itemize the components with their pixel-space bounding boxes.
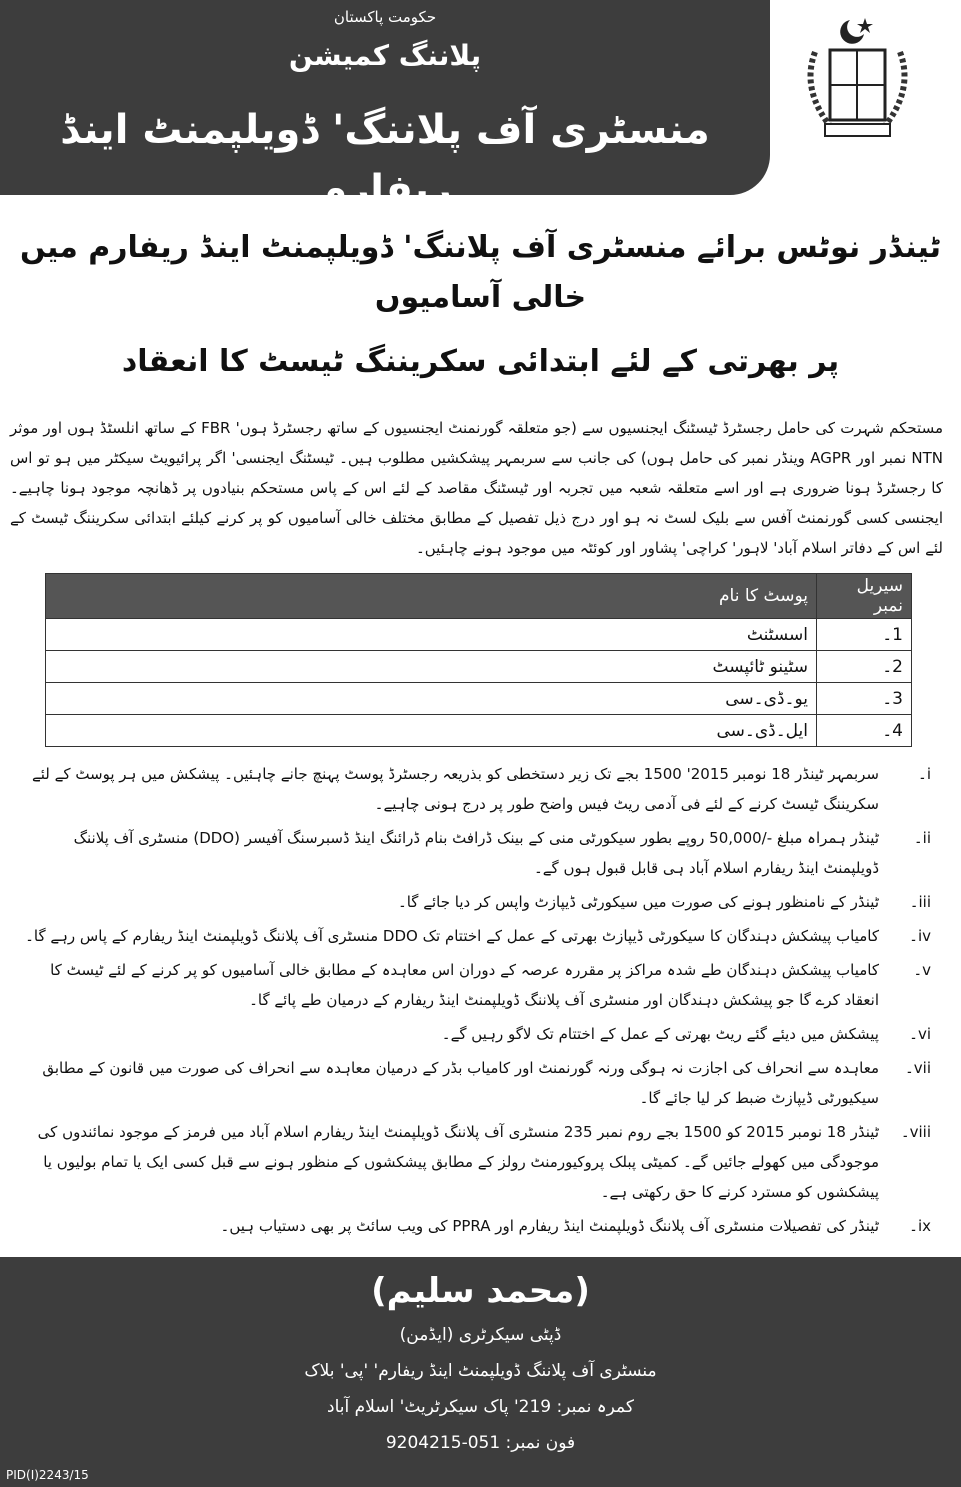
conditions-list: [18, 759, 931, 1245]
condition-number: iv۔: [909, 927, 931, 945]
condition-text: کامیاب پیشکش دہندگان کا سیکورٹی ڈیپازٹ بھرتی کے عمل کے اختتام تک DDO منسٹری آف پلاننگ ڈویلپمنٹ اینڈ ریفارم کے پاس رہے گا۔: [25, 927, 879, 945]
header-banner: [0, 0, 770, 213]
address-line1: منسٹری آف پلاننگ ڈویلپمنٹ اینڈ ریفارم' 'پی' بلاک: [304, 1361, 657, 1381]
condition-item: [18, 759, 931, 819]
post-cell: اسسٹنٹ: [46, 619, 817, 651]
serial-cell: 2۔: [817, 651, 912, 683]
condition-text: ٹینڈر کے نامنظور ہونے کی صورت میں سیکورٹی ڈیپازٹ واپس کر دیا جائے گا۔: [397, 893, 879, 911]
condition-item: [18, 1019, 931, 1049]
address-line2: کمرہ نمبر: 219' پاک سیکرٹریٹ' اسلام آباد: [327, 1397, 634, 1417]
condition-number: v۔: [913, 961, 931, 979]
condition-number: ii۔: [913, 829, 931, 847]
condition-text: معاہدہ سے انحراف کی اجازت نہ ہوگی ورنہ گورنمنٹ اور کامیاب بڈر کے درمیان معاہدہ سے انحراف کی صورت میں قانون کے مطابق سیکیورٹی ڈیپازٹ ضبط کر لیا جائے گا۔: [42, 1059, 879, 1107]
notice-title-line2: پر بھرتی کے لئے ابتدائی سکریننگ ٹیسٹ کا انعقاد: [121, 344, 840, 379]
condition-number: vi۔: [909, 1025, 931, 1043]
condition-number: iii۔: [909, 893, 931, 911]
condition-text: ٹینڈر کی تفصیلات منسٹری آف پلاننگ ڈویلپمنٹ اینڈ ریفارم اور PPRA کی ویب سائٹ پر بھی دستیاب ہیں۔: [220, 1217, 879, 1235]
condition-item: [18, 1211, 931, 1241]
footer-banner: [0, 1257, 961, 1487]
posts-table: [45, 573, 912, 747]
signatory-name: (محمد سلیم): [371, 1271, 590, 1311]
table-header-row: [46, 574, 912, 619]
condition-text: ٹینڈر ہمراہ مبلغ -/50,000 روپے بطور سیکورٹی منی کے بینک ڈرافٹ بنام ڈرائنگ اینڈ ڈسبرسنگ آفیسر (DDO) منسٹری آف پلاننگ ڈویلپمنٹ اینڈ ریفارم اسلام آباد ہی قابل قبول ہوں گے۔: [73, 829, 879, 877]
commission-title: پلاننگ کمیشن: [288, 39, 482, 72]
condition-item: [18, 955, 931, 1015]
intro-paragraph: مستحکم شہرت کی حامل رجسٹرڈ ٹیسٹنگ ایجنسیوں سے (جو متعلقہ گورنمنٹ ایجنسیوں کے ساتھ رجسٹرڈ ہوں' FBR کے ساتھ انلسٹڈ ہوں اور موثر NTN نمبر اور AGPR وینڈر نمبر کی حامل ہوں) کی جانب سے سربمہر پیشکشیں مطلوب ہیں۔ ٹیسٹنگ ایجنسی' اگر پرائیویٹ سیکٹر میں ہو تو اس کا رجسٹرڈ ہونا ضروری ہے اور اسے متعلقہ شعبہ میں تجربہ اور ٹیسٹنگ مقاصد کے لئے اس کے پاس مستحکم بنیادوں پر ڈھانچہ موجود ہونا چاہیے۔ ایجنسی کسی گورنمنٹ آفس سے بلیک لسٹ نہ ہو اور درج ذیل تفصیل کے مطابق مختلف خالی آسامیوں کو پر کرنے کیلئے ابتدائی سکریننگ ٹیسٹ کے لئے اس کے دفاتر اسلام آباد' لاہور' کراچی' پشاور اور کوئٹہ میں موجود ہونے چاہئیں۔: [10, 419, 943, 557]
table-row: [46, 619, 912, 651]
post-cell: یو۔ڈی۔سی: [46, 683, 817, 715]
table-row: [46, 683, 912, 715]
header-post-name: پوسٹ کا نام: [46, 574, 817, 619]
condition-item: [18, 921, 931, 951]
table-row: [46, 651, 912, 683]
table-row: [46, 715, 912, 747]
phone-number: فون نمبر: 051-9204215: [385, 1433, 576, 1453]
condition-item: [18, 1117, 931, 1207]
signatory-designation: ڈپٹی سیکرٹری (ایڈمن): [399, 1325, 562, 1345]
government-label: حکومت پاکستان: [333, 8, 437, 26]
post-cell: ایل۔ڈی۔سی: [46, 715, 817, 747]
condition-text: سربمہر ٹینڈر 18 نومبر 2015' 1500 بجے تک زیر دستخطی کو بذریعہ رجسٹرڈ پوسٹ پہنچ جانے چاہئیں۔ پیشکش میں ہر پوسٹ کے لئے سکریننگ ٹیسٹ کرنے کے لئے فی آدمی ریٹ فیس واضح طور پر درج ہونی چاہیے۔: [31, 765, 879, 813]
condition-number: vii۔: [904, 1059, 931, 1077]
notice-title-line1: ٹینڈر نوٹس برائے منسٹری آف پلاننگ' ڈویلپمنٹ اینڈ ریفارم میں خالی آسامیوں: [20, 230, 941, 315]
header-serial: سیریل نمبر: [817, 574, 912, 619]
condition-item: [18, 1053, 931, 1113]
condition-text: کامیاب پیشکش دہندگان طے شدہ مراکز پر مقررہ عرصہ کے دوران اس معاہدہ کے مطابق خالی آسامیوں کو پر کرنے کے لئے ٹیسٹ کا انعقاد کرے گا جو پیشکش دہندگان اور منسٹری آف پلاننگ ڈویلپمنٹ اینڈ ریفارم کے درمیان طے پائے گا۔: [50, 961, 879, 1009]
state-emblem-icon: [795, 12, 920, 147]
header-area: [0, 0, 961, 213]
condition-text: پیشکش میں دیئے گئے ریٹ بھرتی کے عمل کے اختتام تک لاگو رہیں گے۔: [441, 1025, 879, 1043]
condition-text: ٹینڈر 18 نومبر 2015 کو 1500 بجے روم نمبر 235 منسٹری آف پلاننگ ڈویلپمنٹ اینڈ ریفارم اسلام آباد میں فرمز کے موجود نمائندوں کی موجودگی میں کھولے جائیں گے۔ کمیٹی پبلک پروکیورمنٹ رولز کے مطابق پیشکشوں کے منظور ہونے سے قبل کسی ایک یا تمام بولیوں یا پیشکشوں کو مسترد کرنے کا حق رکھتی ہے۔: [37, 1123, 879, 1201]
condition-item: [18, 823, 931, 883]
condition-item: [18, 887, 931, 917]
post-cell: سٹینو ٹائپسٹ: [46, 651, 817, 683]
condition-number: i۔: [918, 765, 931, 783]
condition-number: viii۔: [900, 1123, 931, 1141]
pid-number: PID(I)2243/15: [6, 1468, 89, 1482]
ministry-title: منسٹری آف پلاننگ' ڈویلپمنٹ اینڈ ریفارم: [60, 107, 710, 213]
condition-number: ix۔: [909, 1217, 931, 1235]
serial-cell: 1۔: [817, 619, 912, 651]
serial-cell: 3۔: [817, 683, 912, 715]
serial-cell: 4۔: [817, 715, 912, 747]
